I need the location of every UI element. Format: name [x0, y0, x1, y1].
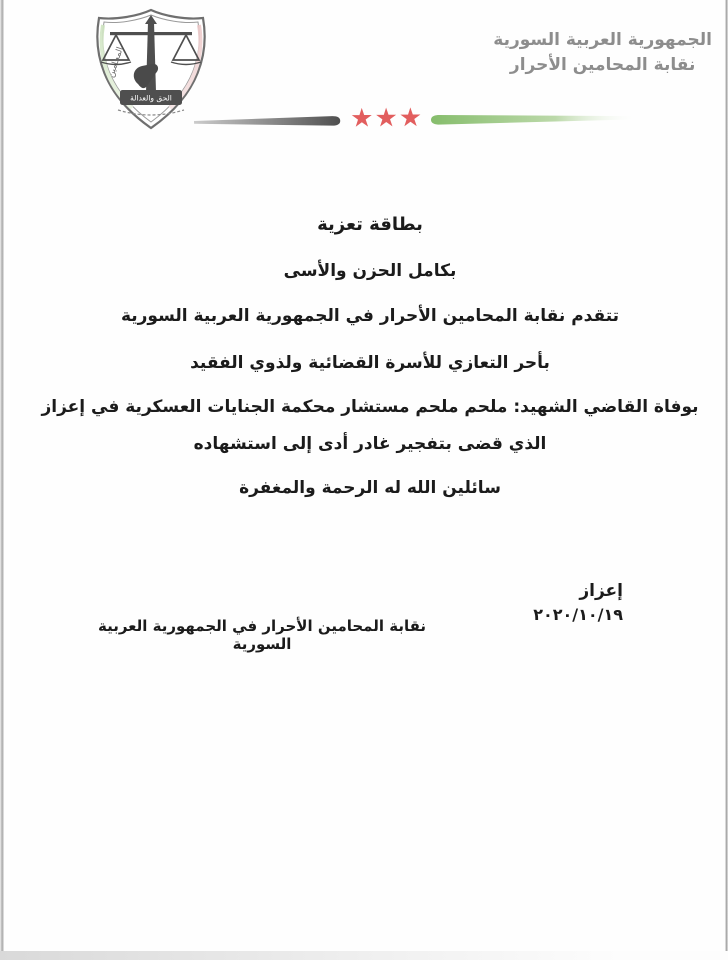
scan-left-edge [0, 0, 4, 960]
flag-divider [194, 102, 644, 134]
emblem-plaque-text: الحق والعدالة [130, 93, 172, 103]
city-label: إعزاز [579, 581, 623, 601]
place-date-block [533, 579, 623, 627]
body-line-condolences: بأحر التعازي للأسرة القضائية ولذوي الفقيد [190, 353, 550, 373]
red-stars: ★★★ [350, 102, 424, 134]
body-line-offered-by: تتقدم نقابة المحامين الأحرار في الجمهورية العربية السورية [120, 306, 620, 326]
body-line-deceased: بوفاة القاضي الشهيد: ملحم ملحم مستشار محكمة الجنايات العسكرية في إعزاز [41, 397, 699, 417]
scan-bottom-edge [0, 951, 728, 960]
divider-black-bar [194, 113, 343, 129]
org-name-syndicate: نقابة المحامين الأحرار [509, 55, 696, 75]
card-title: بطاقة تعزية [317, 214, 423, 235]
org-header [493, 28, 712, 78]
emblem-side-text: المحامين [106, 45, 126, 79]
body-line-prayer: سائلين الله له الرحمة والمغفرة [239, 478, 501, 498]
body-line-sorrow: بكامل الحزن والأسى [283, 261, 457, 281]
signature-line: نقابة المحامين الأحرار في الجمهورية العربية السورية [97, 617, 427, 653]
org-name-country: الجمهورية العربية السورية [493, 30, 712, 50]
body-line-cause: الذي قضى بتفجير غادر أدى إلى استشهاده [193, 434, 547, 454]
divider-green-bar [430, 110, 644, 126]
date-label: ٢٠٢٠/١٠/١٩ [533, 605, 623, 624]
